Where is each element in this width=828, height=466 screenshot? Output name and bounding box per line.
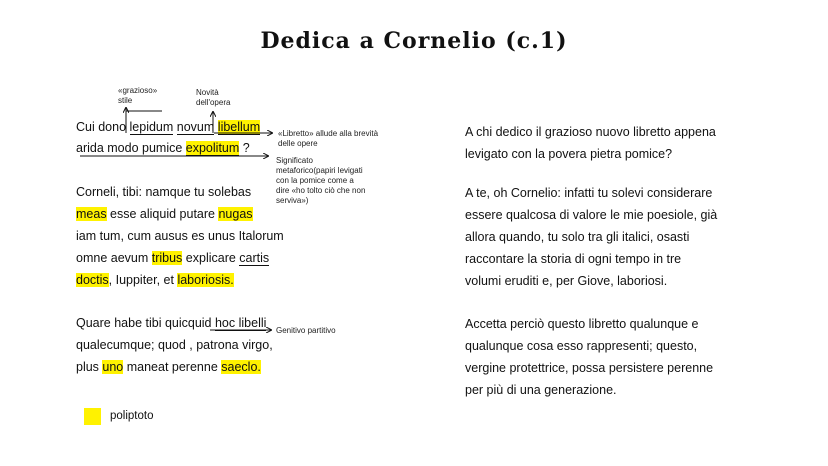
translation-line: raccontare la storia di ogni tempo in tre [465,252,682,266]
word-novum: novum [176,120,215,134]
latin-text: arida modo pumice [76,141,186,155]
word-doctis: doctis [76,273,109,287]
latin-text: ? [239,141,250,155]
note-line: Significato [276,156,313,165]
translation-line: qualunque cosa esso rappresenti; questo, [465,339,698,353]
legend-swatch [84,408,101,425]
word-expolitum: expolitum [185,141,240,155]
word-meas: meas [76,207,107,221]
word-tribus: tribus [151,251,183,265]
latin-line-3: Corneli, tibi: namque tu solebas [76,185,252,199]
latin-line-1 [76,120,260,134]
word-uno: uno [102,360,124,374]
word-saeclo: saeclo. [221,360,261,374]
word-libellum: libellum [217,120,261,134]
latin-line-5: iam tum, cum ausus es unus Italorum [76,229,284,243]
translation-line: volumi eruditi e, per Giove, laboriosi. [465,274,668,288]
page-title: Dedica a Cornelio (c.1) [260,28,568,54]
note-line: delle opere [278,139,318,148]
latin-line-7 [76,273,234,287]
note-line: dell'opera [196,98,231,107]
note-line: serviva») [276,196,309,205]
note-significato [276,156,365,206]
latin-text: , Iuppiter, et [108,273,178,287]
note-line: dire «ho tolto ciò che non [276,186,366,195]
latin-text: omne aevum [76,251,152,265]
translation-line: A te, oh Cornelio: infatti tu solevi considerare [465,186,713,200]
translation-line: vergine protettrice, possa persistere perenne [465,361,714,375]
latin-text: maneat perenne [123,360,222,374]
word-laboriosis: laboriosis. [177,273,234,287]
translation-line: essere qualcosa di valore le mie poesiole, già [465,208,718,222]
latin-text: Quare habe tibi quicquid [76,316,215,330]
note-line: «Libretto» allude alla brevità [278,129,379,138]
word-cartis: cartis [239,251,270,265]
note-novita [196,88,230,108]
translation-line: levigato con la povera pietra pomice? [465,147,673,161]
legend-label: poliptoto [110,410,154,422]
latin-line-10 [76,360,261,374]
word-nugas: nugas [218,207,253,221]
translation-line: per più di una generazione. [465,383,617,397]
latin-line-2 [76,141,250,155]
latin-text: esse aliquid putare [106,207,219,221]
translation-line: Accetta perciò questo libretto qualunque e [465,317,699,331]
word-hoc-libelli: hoc libelli [214,316,267,330]
note-line: con la pomice come a [276,176,354,185]
note-line: stile [118,96,133,105]
latin-text: Cui dono [76,120,130,134]
latin-text: explicare [182,251,240,265]
note-genitivo: Genitivo partitivo [276,326,336,335]
translation-line: allora quando, tu solo tra gli italici, osasti [465,230,690,244]
latin-line-4 [76,207,253,221]
latin-line-9: qualecumque; quod , patrona virgo, [76,338,273,352]
note-grazioso [118,86,157,106]
word-lepidum: lepidum [129,120,174,134]
note-line: Novità [196,88,219,97]
latin-line-8 [76,316,266,330]
note-line: «grazioso» [118,86,158,95]
note-libretto [278,129,378,149]
latin-text: plus [76,360,103,374]
latin-line-6 [76,251,269,265]
translation-line: A chi dedico il grazioso nuovo libretto appena [465,125,716,139]
note-line: metaforico(papiri levigati [276,166,363,175]
